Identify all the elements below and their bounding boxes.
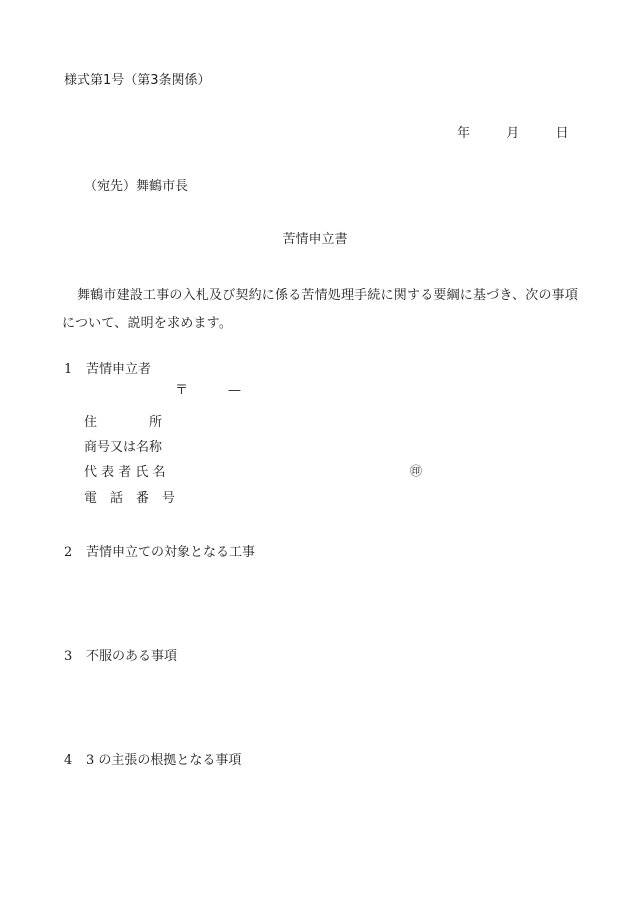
- section-label: 不服のある事項: [86, 649, 178, 664]
- field-address-label: 住 所: [84, 415, 163, 430]
- section-label: 苦情申立ての対象となる工事: [86, 545, 256, 560]
- section-label: 3 の主張の根拠となる事項: [86, 753, 242, 768]
- section-3-heading: [64, 650, 177, 663]
- section-2-heading: [64, 546, 255, 559]
- postal-mark: 〒: [175, 383, 189, 398]
- body-text: 舞鶴市建設工事の入札及び契約に係る苦情処理手続に関する要綱に基づき、次の事項について、説明を求めます。: [62, 288, 579, 331]
- section-number: 1: [64, 362, 73, 377]
- date-line: [457, 127, 569, 140]
- section-label: 苦情申立者: [86, 362, 152, 377]
- section-number: 2: [64, 545, 73, 560]
- section-1-heading: [64, 363, 151, 376]
- seal-mark: ㊞: [410, 464, 423, 478]
- document-title: 苦情申立書: [282, 232, 348, 247]
- addressee: （宛先）舞鶴市長: [84, 179, 189, 194]
- date-month: 月: [506, 126, 520, 141]
- date-year: 年: [457, 126, 471, 141]
- field-representative-label: 代 表 者 氏 名: [84, 465, 166, 480]
- field-company-name-label: 商号又は名称: [84, 440, 163, 455]
- section-number: 4: [64, 753, 73, 768]
- postal-code-line: [175, 384, 241, 397]
- field-phone-label: 電 話 番 号: [84, 491, 176, 506]
- form-number: 様式第1号（第3条関係）: [64, 73, 211, 88]
- date-day: 日: [555, 126, 569, 141]
- section-4-heading: [64, 754, 241, 767]
- postal-dash: —: [228, 383, 242, 398]
- section-number: 3: [64, 649, 73, 664]
